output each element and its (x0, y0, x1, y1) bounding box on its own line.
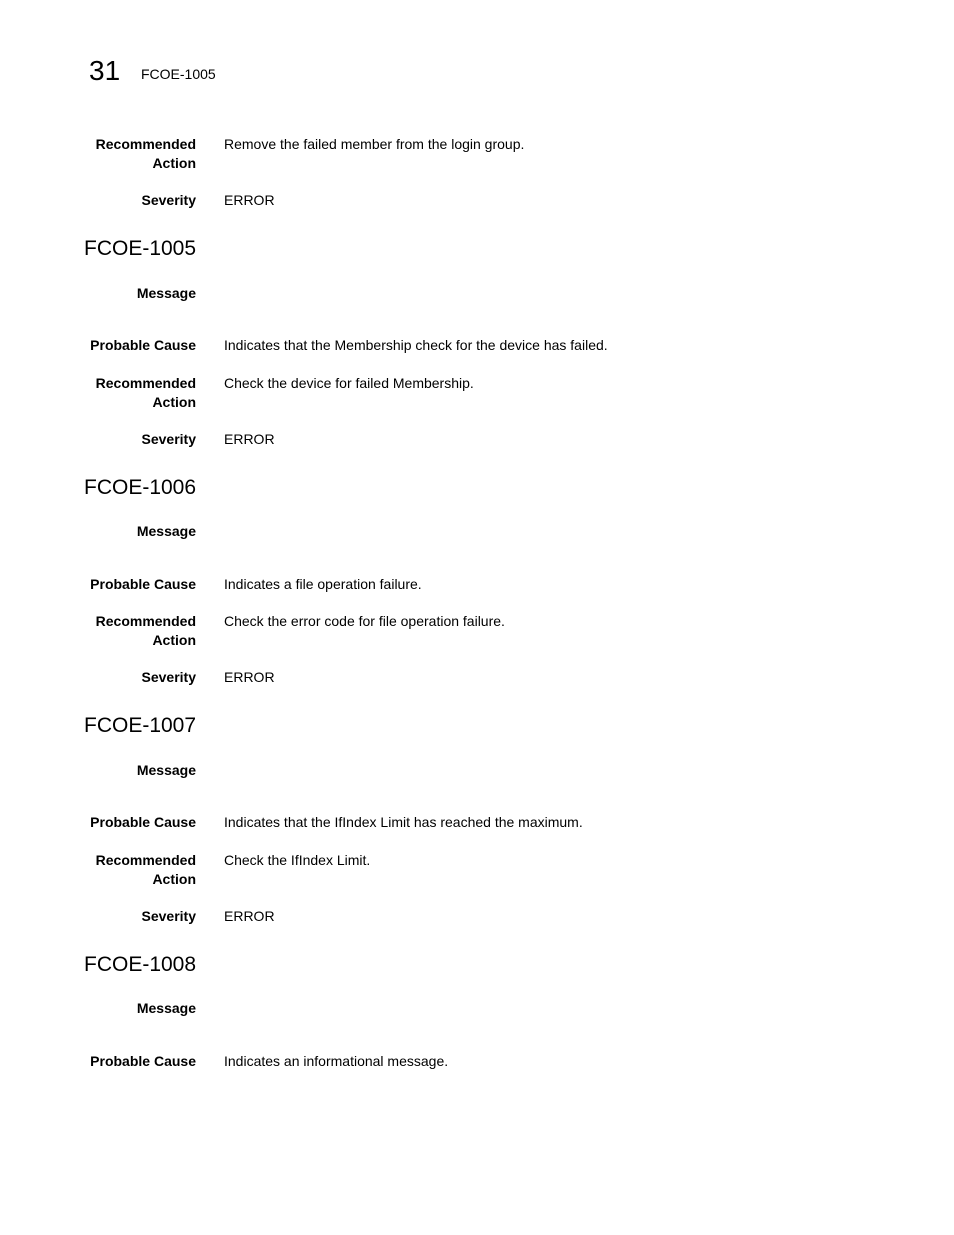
probable-cause-label: Probable Cause (90, 576, 196, 592)
recommended-action-label (84, 612, 196, 650)
message-label: Message (136, 762, 196, 778)
recommended-action-text: Check the error code for file operation failure. (224, 613, 505, 629)
severity-label: Severity (141, 192, 196, 208)
recommended-action-label-line1: Recommended (95, 852, 196, 868)
probable-cause-text: Indicates that the IfIndex Limit has reached the maximum. (224, 814, 583, 830)
probable-cause-text: Indicates an informational message. (224, 1053, 449, 1069)
section-title-fcoe-1005: FCOE-1005 (84, 237, 197, 260)
recommended-action-text: Check the device for failed Membership. (224, 375, 474, 391)
probable-cause-label: Probable Cause (90, 814, 196, 830)
severity-label: Severity (141, 431, 196, 447)
recommended-action-label (84, 135, 196, 173)
probable-cause-label: Probable Cause (90, 337, 196, 353)
probable-cause-label: Probable Cause (90, 1053, 196, 1069)
recommended-action-label-line2: Action (152, 394, 196, 410)
severity-value: ERROR (224, 431, 275, 447)
message-label: Message (136, 1000, 196, 1016)
probable-cause-text: Indicates that the Membership check for the device has failed. (224, 337, 608, 353)
section-title-fcoe-1008: FCOE-1008 (84, 953, 197, 976)
recommended-action-label-line2: Action (152, 871, 196, 887)
message-label: Message (136, 285, 196, 301)
severity-value: ERROR (224, 908, 275, 924)
recommended-action-text: Check the IfIndex Limit. (224, 852, 371, 868)
recommended-action-label (84, 374, 196, 412)
recommended-action-label-line2: Action (152, 632, 196, 648)
severity-label: Severity (141, 908, 196, 924)
severity-value: ERROR (224, 669, 275, 685)
recommended-action-label-line1: Recommended (95, 613, 196, 629)
section-title-fcoe-1006: FCOE-1006 (84, 476, 197, 499)
recommended-action-label-line1: Recommended (95, 375, 196, 391)
recommended-action-label-line2: Action (152, 155, 196, 171)
chapter-number: 31 (89, 55, 121, 86)
running-title: FCOE-1005 (141, 66, 216, 82)
message-label: Message (136, 523, 196, 539)
recommended-action-label (84, 851, 196, 889)
severity-value: ERROR (224, 192, 275, 208)
recommended-action-label-line1: Recommended (95, 136, 196, 152)
severity-label: Severity (141, 669, 196, 685)
recommended-action-text: Remove the failed member from the login group. (224, 136, 525, 152)
probable-cause-text: Indicates a file operation failure. (224, 576, 422, 592)
section-title-fcoe-1007: FCOE-1007 (84, 714, 197, 737)
